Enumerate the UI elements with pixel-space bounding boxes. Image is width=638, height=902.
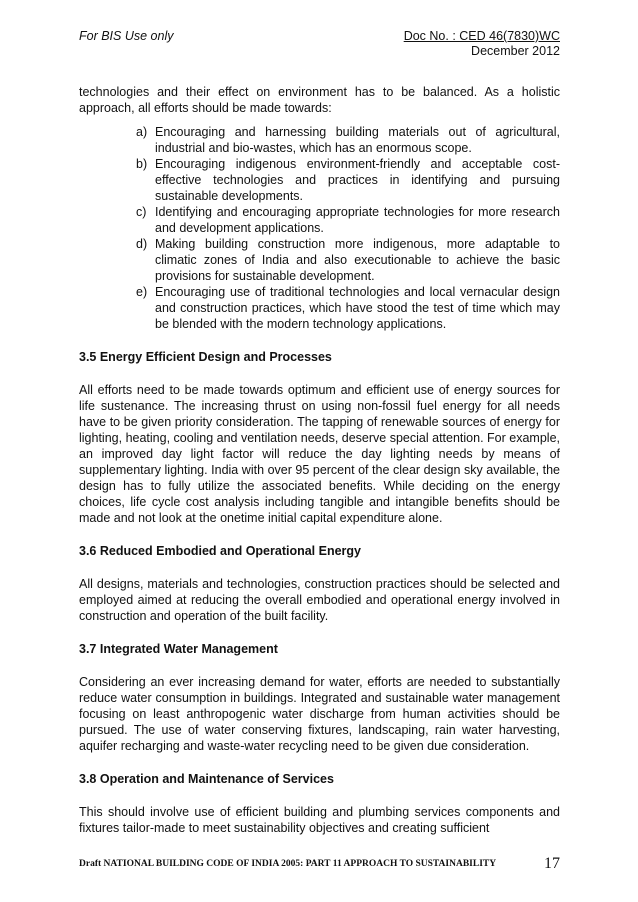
list-item-text: Identifying and encouraging appropriate technologies for more research and development applications. xyxy=(155,205,560,235)
footer-title: Draft NATIONAL BUILDING CODE OF INDIA 2005: PART 11 APPROACH TO SUSTAINABILITY xyxy=(79,859,497,869)
header-doc-info xyxy=(404,29,560,59)
section-heading-3-7: 3.7 Integrated Water Management xyxy=(79,642,278,656)
list-item-text: Making building construction more indigenous, more adaptable to climatic zones of India and also executionable to achieve the basic provisions for sustainable development. xyxy=(155,237,560,283)
doc-date: December 2012 xyxy=(471,44,560,58)
section-heading-3-5: 3.5 Energy Efficient Design and Processes xyxy=(79,350,332,364)
list-item xyxy=(136,156,560,204)
section-body-3-7: Considering an ever increasing demand for water, efforts are needed to substantially reduce water consumption in buildings. Integrated and sustainable water management focusing on least anthropogenic water discharge from human activities should be pursued. The use of water conserving fixtures, landscaping, rain water harvesting, aquifer recharging and waste-water recycling need to be given due consideration. xyxy=(79,675,560,753)
list-item xyxy=(136,124,560,156)
list-marker: b) xyxy=(136,157,148,171)
page-body xyxy=(79,84,560,836)
doc-number: Doc No. : CED 46(7830)WC xyxy=(403,29,560,43)
section-body-3-6: All designs, materials and technologies, construction practices should be selected and employed aimed at reducing the overall embodied and operational energy involved in construction and operation of the built facility. xyxy=(79,577,560,623)
list-item-text: Encouraging indigenous environment-friendly and acceptable cost-effective technologies and practices in identifying and pursuing sustainable developments. xyxy=(155,157,560,203)
list-marker: c) xyxy=(136,205,147,219)
efforts-list xyxy=(79,124,560,332)
page-number: 17 xyxy=(544,855,560,872)
list-marker: a) xyxy=(136,125,148,139)
list-item-text: Encouraging and harnessing building materials out of agricultural, industrial and bio-wastes, which has an enormous scope. xyxy=(155,125,560,155)
section-heading-3-6: 3.6 Reduced Embodied and Operational Energy xyxy=(79,544,362,558)
page-footer xyxy=(79,857,560,877)
list-item xyxy=(136,284,560,332)
section-body-3-8: This should involve use of efficient building and plumbing services components and fixtures tailor-made to meet sustainability objectives and creating sufficient xyxy=(79,805,560,835)
list-item xyxy=(136,204,560,236)
list-item-text: Encouraging use of traditional technologies and local vernacular design and construction practices, which have stood the test of time which may be blended with the modern technology applications. xyxy=(155,285,560,331)
header-classification: For BIS Use only xyxy=(79,29,174,43)
intro-paragraph: technologies and their effect on environment has to be balanced. As a holistic approach, all efforts should be made towards: xyxy=(79,85,560,115)
list-marker: d) xyxy=(136,237,148,251)
list-marker: e) xyxy=(136,285,148,299)
section-heading-3-8: 3.8 Operation and Maintenance of Services xyxy=(79,772,334,786)
list-item xyxy=(136,236,560,284)
section-body-3-5: All efforts need to be made towards optimum and efficient use of energy sources for life sustenance. The increasing thrust on using non-fossil fuel energy for all needs have to be given priority consideration. The tapping of renewable sources of energy for lighting, heating, cooling and ventilation needs, deserve special attention. For example, an improved day light factor will reduce the day lighting needs by means of supplementary lighting. India with over 95 percent of the clear design sky available, the design has to fully utilize the associated benefits. While deciding on the energy choices, life cycle cost analysis including tangible and intangible benefits should be made and not look at the onetime initial capital expenditure alone. xyxy=(79,383,560,525)
